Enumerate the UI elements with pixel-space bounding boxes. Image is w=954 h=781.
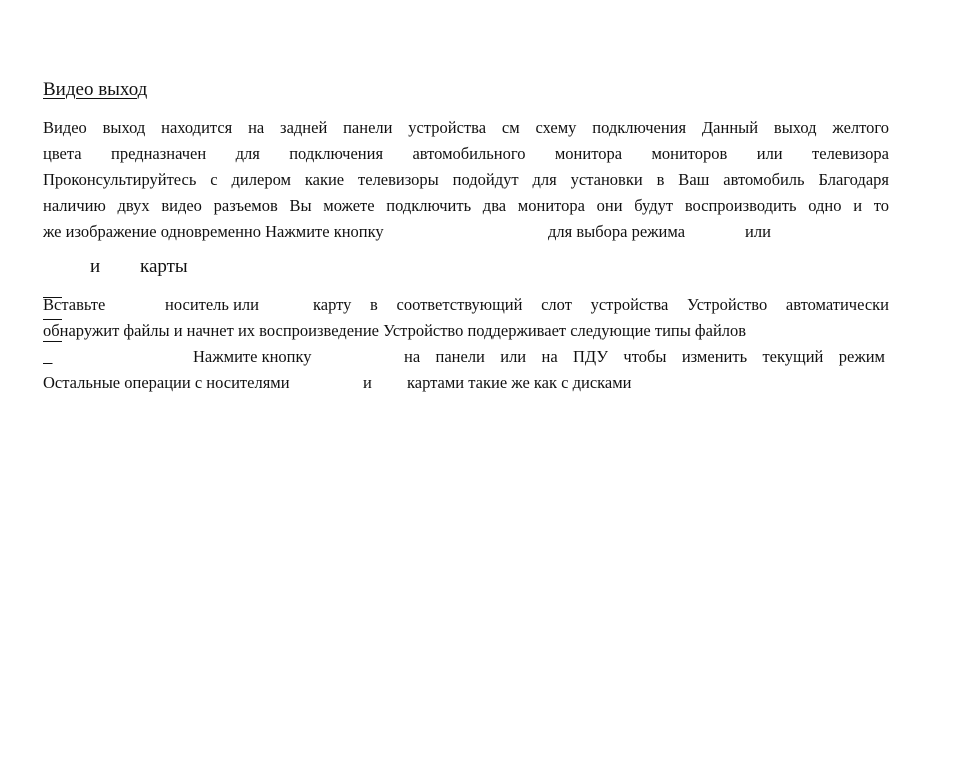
text-segment: картами такие же как с дисками	[407, 373, 632, 392]
text-segment: Остальные операции с носителями	[43, 373, 290, 392]
paragraph-line: обнаружит файлы и начнет их воспроизведение Устройство поддерживает следующие типы файлов	[43, 321, 747, 340]
text-segment: карту в соответствующий слот устройства Устройство автоматически	[313, 295, 889, 314]
text-segment: же изображение одновременно Нажмите кнопку	[43, 222, 384, 241]
text-segment: и	[363, 373, 372, 392]
heading-word-cards: карты	[140, 256, 188, 277]
text-segment: носитель или	[165, 295, 259, 314]
text-segment: Нажмите кнопку	[193, 347, 312, 366]
section-heading-video-output: Видео выход	[43, 79, 148, 100]
paragraph-line: Проконсультируйтесь с дилером какие телевизоры подойдут для установки в Ваш автомобиль Благодаря	[43, 170, 889, 189]
section-heading-usb-cards	[43, 256, 194, 278]
text-segment: на панели или на ПДУ чтобы изменить текущий режим	[404, 347, 885, 366]
paragraph-line: наличию двух видео разъемов Вы можете подключить два монитора они будут воспроизводить одно и то	[43, 196, 889, 215]
paragraph-line: Видео выход находится на задней панели устройства см схему подключения Данный выход желтого	[43, 118, 889, 137]
heading-word-and: и	[90, 256, 101, 277]
text-segment: или	[745, 222, 771, 241]
text-segment: Вставьте	[43, 295, 106, 314]
paragraph-line: цвета предназначен для подключения автомобильного монитора мониторов или телевизора	[43, 144, 889, 163]
text-segment: для выбора режима	[548, 222, 686, 241]
